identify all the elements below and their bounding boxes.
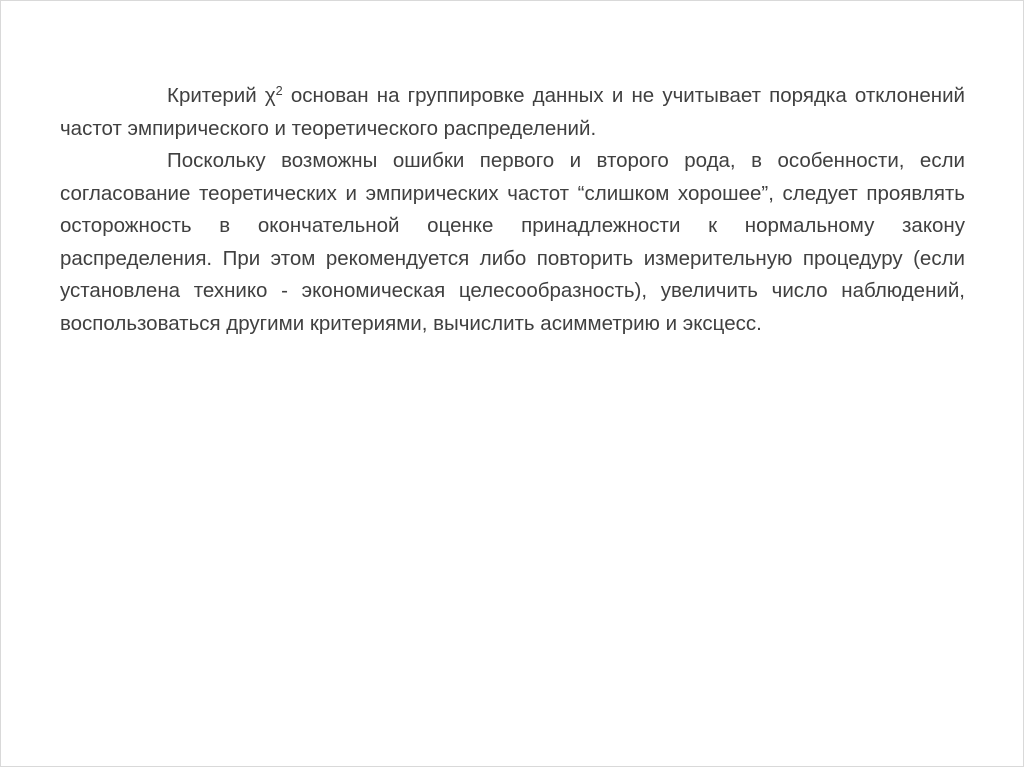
slide-body xyxy=(60,80,965,340)
paragraph-chi-square-criterion xyxy=(60,80,965,145)
chi-symbol: χ xyxy=(264,84,276,107)
paragraph-1-lead: Критерий xyxy=(167,84,265,107)
superscript-2: 2 xyxy=(275,83,283,99)
paragraph-1-rest: основан на группировке данных и не учитывает порядка отклонений частот эмпирического и теоретического распределений. xyxy=(60,84,965,140)
paragraph-errors-caution: Поскольку возможны ошибки первого и второго рода, в особенности, если согласование теоретических и эмпирических частот “слишком хорошее”, следует проявлять осторожность в окончательной оценке принадлежности к нормальному закону распределения. При этом рекомендуется либо повторить измерительную процедуру (если установлена технико - экономическая целесообразность), увеличить число наблюдений, воспользоваться другими критериями, вычислить асимметрию и эксцесс. xyxy=(60,149,965,335)
